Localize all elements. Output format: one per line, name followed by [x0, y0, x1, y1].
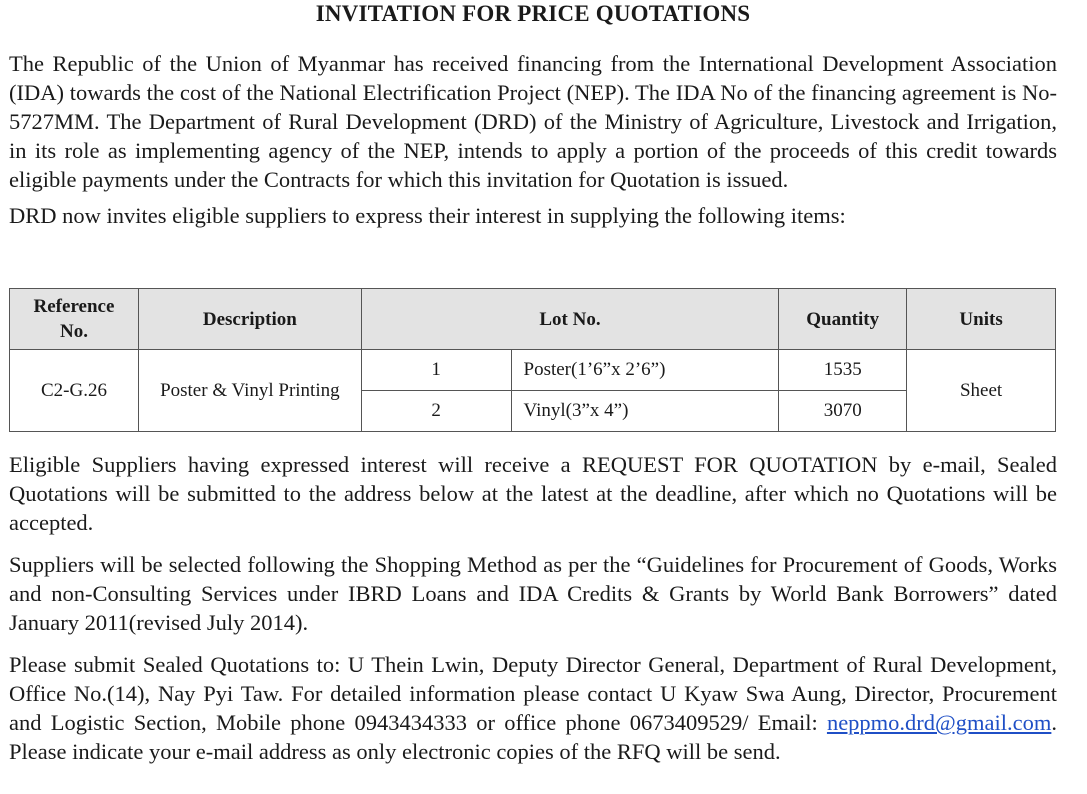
cell-units: Sheet	[907, 350, 1056, 432]
header-reference	[10, 289, 139, 350]
items-table	[9, 288, 1056, 432]
submit-paragraph	[9, 650, 1057, 766]
cell-lot-item: Poster(1’6”x 2’6”)	[511, 350, 779, 391]
cell-quantity: 1535	[779, 350, 907, 391]
header-quantity: Quantity	[779, 289, 907, 350]
intro-paragraph: The Republic of the Union of Myanmar has received financing from the International Development Association (IDA) towards the cost of the National Electrification Project (NEP). The IDA No of the financing agreement is No-5727MM. The Department of Rural Development (DRD) of the Ministry of Agriculture, Livestock and Irrigation, in its role as implementing agency of the NEP, intends to apply a portion of the proceeds of this credit towards eligible payments under the Contracts for which this invitation for Quotation is issued.	[9, 51, 1057, 192]
invite-paragraph: DRD now invites eligible suppliers to express their interest in supplying the following items:	[9, 203, 846, 228]
cell-quantity: 3070	[779, 391, 907, 432]
page-title: INVITATION FOR PRICE QUOTATIONS	[315, 1, 751, 26]
submit-text-before: Please submit Sealed Quotations to: U Thein Lwin, Deputy Director General, Department of Rural Development, Office No.(14), Nay Pyi Taw. For detailed information please contact U Kyaw Swa Aung, Director, Procurement and Logistic Section, Mobile phone 0943434333 or office phone 0673409529/ Email:	[9, 652, 1057, 735]
submit-text-after: . Please indicate your e-mail address as only electronic copies of the RFQ will be send.	[9, 710, 1057, 764]
table-row	[10, 350, 1056, 391]
cell-lot-item: Vinyl(3”x 4”)	[511, 391, 779, 432]
header-lot-no: Lot No.	[361, 289, 779, 350]
email-link[interactable]: neppmo.drd@gmail.com	[826, 710, 1052, 735]
cell-description: Poster & Vinyl Printing	[138, 350, 361, 432]
header-reference-label: Reference No.	[33, 296, 115, 342]
header-description: Description	[138, 289, 361, 350]
cell-lot-no: 1	[361, 350, 511, 391]
selection-paragraph: Suppliers will be selected following the Shopping Method as per the “Guidelines for Procurement of Goods, Works and non-Consulting Services under IBRD Loans and IDA Credits & Grants by World Bank Borrowers” dated January 2011(revised July 2014).	[9, 552, 1057, 635]
eligible-paragraph: Eligible Suppliers having expressed interest will receive a REQUEST FOR QUOTATION by e-mail, Sealed Quotations will be submitted to the address below at the latest at the deadline, after which no Quotations will be accepted.	[9, 452, 1057, 535]
header-units: Units	[907, 289, 1056, 350]
table-header-row	[10, 289, 1056, 350]
cell-reference: C2-G.26	[10, 350, 139, 432]
cell-lot-no: 2	[361, 391, 511, 432]
